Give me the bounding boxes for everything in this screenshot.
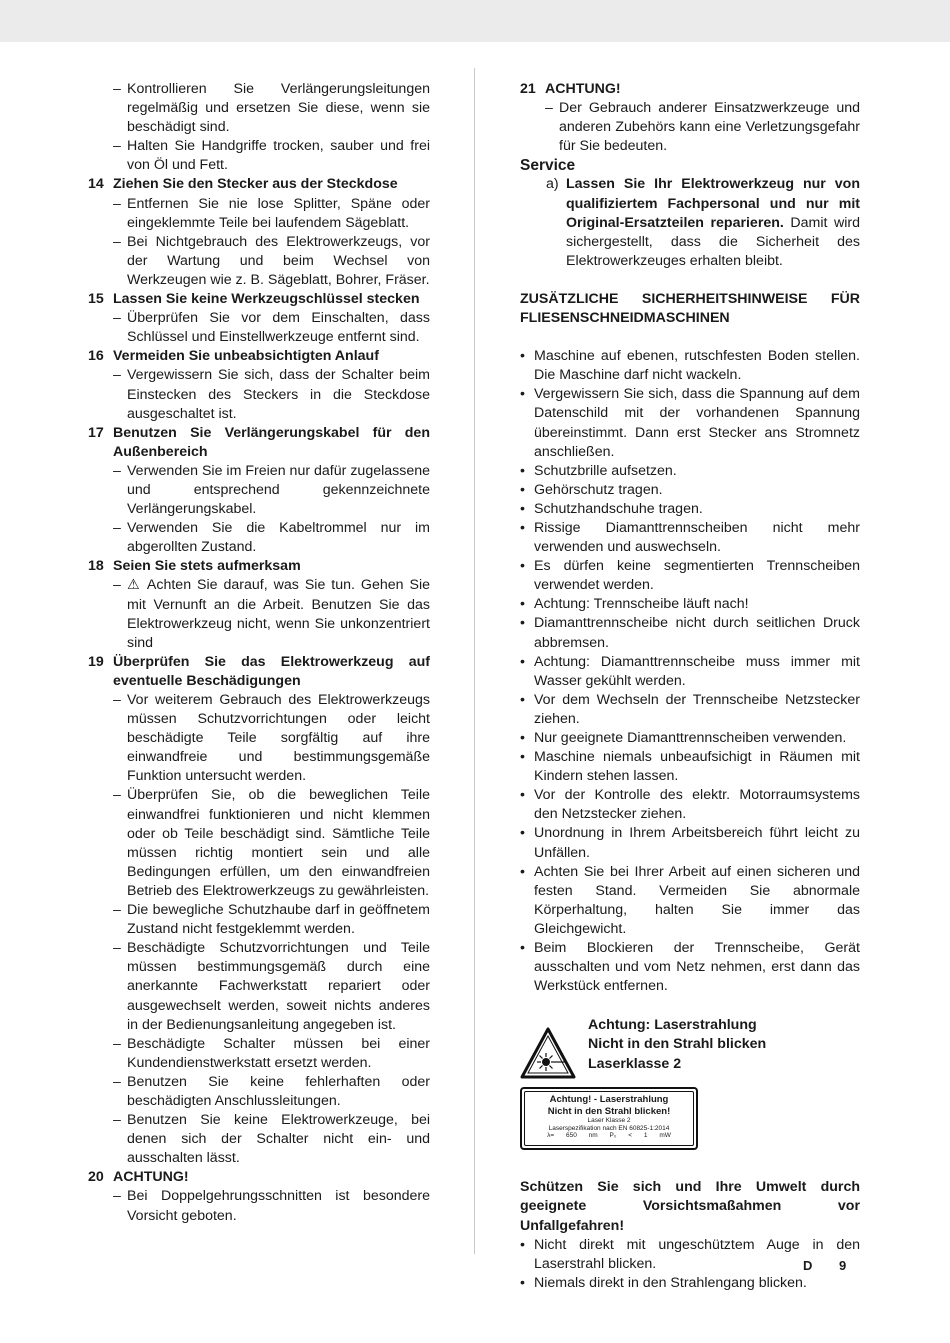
safety-item-18: 18 Seien Sie stets aufmerksam [88, 558, 301, 575]
service-item: a) Lassen Sie Ihr Elektrowerkzeug nur von qualifiziertem Fachpersonal und nur mit Original-Ersatzteilen reparieren. Damit wird sichergestellt, dass die Sicherheit des Elektrowerkzeuges erhalten bleibt. [546, 176, 860, 269]
safety-subitem: – Verwenden Sie im Freien nur dafür zugelassene und entsprechend gekennzeichnete Verlängerungskabel. [113, 462, 430, 518]
safety-subitem: – Benutzen Sie keine Elektrowerkzeuge, bei denen sich der Schalter nicht ein- und ausschalten lässt. [113, 1112, 430, 1167]
safety-item-19: 19 Überprüfen Sie das Elektrowerkzeug auf eventuelle Beschädigungen [88, 653, 430, 689]
safety-subitem: – Beschädigte Schutzvorrichtungen und Teile müssen bestimmungsgemäß durch eine anerkannte Fachwerkstatt repariert oder ausgewechselt werden, soweit nichts anderes in der Bedienungsanleitung angegeben ist. [113, 940, 430, 1033]
safety-bullet: • Nur geeignete Diamanttrennscheiben verwenden. [520, 730, 847, 746]
laser-warning-icon [520, 1027, 576, 1079]
safety-bullet: • Achten Sie bei Ihrer Arbeit auf einen sicheren und festen Stand. Vermeiden Sie abnormale Körperhaltung, halten Sie immer das Gleichgewicht. [520, 863, 860, 937]
page-number: 9 [839, 1258, 847, 1273]
safety-subitem: – Entfernen Sie nie lose Splitter, Späne oder eingeklemmte Teile bei laufendem Sägeblatt. [113, 195, 430, 231]
intro-subitem: – Kontrollieren Sie Verlängerungsleitungen regelmäßig und ersetzen Sie diese, wenn sie beschädigt sind. [113, 81, 430, 136]
safety-item-16: 16 Vermeiden Sie unbeabsichtigten Anlauf [88, 348, 379, 365]
safety-bullet: • Rissige Diamanttrennscheiben nicht mehr verwenden und auswechseln. [520, 519, 860, 556]
laser-label: Achtung! - Laserstrahlung Nicht in den Strahl blicken! Laser Klasse 2 Laserspezifikation nach EN 60825-1:2014 λ= 650 nm P₀ < 1 mW [520, 1087, 698, 1150]
laser-warning-text: Achtung: Laserstrahlung Nicht in den Strahl blicken Laserklasse 2 [588, 1017, 767, 1072]
safety-bullet: • Beim Blockieren der Trennscheibe, Gerät ausschalten und vom Netz nehmen, erst dann das Werkstück entfernen. [520, 940, 860, 995]
safety-bullet: • Gehörschutz tragen. [520, 481, 663, 498]
safety-subitem: – Benutzen Sie keine fehlerhaften oder beschädigten Anschlussleitungen. [113, 1073, 430, 1109]
safety-bullet: • Maschine auf ebenen, rutschfesten Boden stellen. Die Maschine darf nicht wackeln. [520, 348, 860, 384]
safety-subitem: – Überprüfen Sie, ob die beweglichen Teile einwandfrei funktionieren und nicht klemmen oder ob Teile beschädigt sind. Sämtliche Teile müssen richtig montiert sein und alle Bedingungen erfüllen, um den einwandfreien Betrieb des Elektrowerkzeugs zu gewährleisten. [113, 787, 430, 899]
safety-bullet-list [520, 347, 860, 996]
safety-bullet: • Vor der Kontrolle des elektr. Motorraumsystems den Netzstecker ziehen. [520, 787, 860, 823]
safety-bullet: • Vergewissern Sie sich, dass die Spannung auf dem Datenschild mit der vorhandenen Spannung übereinstimmt. Dann erst Stecker ans Stromnetz anschließen. [520, 386, 860, 460]
safety-bullet: • Diamanttrennscheibe nicht durch seitlichen Druck abbremsen. [520, 615, 860, 651]
protect-heading: Schützen Sie sich und Ihre Umwelt durch geeignete Vorsichtsmaßahmen vor Unfallgefahren! [520, 1179, 860, 1234]
safety-subitem: – Die bewegliche Schutzhaube darf in geöffnetem Zustand nicht festgeklemmt werden. [113, 902, 430, 938]
safety-subitem: – Beschädigte Schalter müssen bei einer Kundendienstwerkstatt ersetzt werden. [113, 1035, 430, 1071]
safety-subitem: – Der Gebrauch anderer Einsatzwerkzeuge und anderen Zubehörs kann eine Verletzungsgefahr für Sie bedeuten. [545, 100, 860, 155]
safety-bullet: • Schutzbrille aufsetzen. [520, 462, 677, 479]
protect-bullet: • Nicht direkt mit ungeschütztem Auge in den Laserstrahl blicken. [520, 1236, 860, 1272]
safety-subitem: – Vor weiterem Gebrauch des Elektrowerkzeugs müssen Schutzvorrichtungen oder leicht beschädigte Teile sorgfältig auf ihre einwandfreie und bestimmungsgemäße Funktion untersucht werden. [113, 692, 430, 785]
safety-subitem: – ⚠ Achten Sie darauf, was Sie tun. Gehen Sie mit Vernunft an die Arbeit. Benutzen Sie das Elektrowerkzeug nicht, wenn Sie unkonzentriert sind [113, 577, 430, 651]
safety-subitem: – Überprüfen Sie vor dem Einschalten, dass Schlüssel und Einstellwerkzeuge entfernt sind. [113, 310, 430, 346]
laser-warning [520, 1016, 860, 1079]
safety-bullet: • Es dürfen keine segmentierten Trennscheiben verwendet werden. [520, 558, 860, 594]
safety-bullet: • Achtung: Diamanttrennscheibe muss immer mit Wasser gekühlt werden. [520, 653, 860, 689]
safety-item-15: 15 Lassen Sie keine Werkzeugschlüssel stecken [88, 291, 420, 308]
safety-bullet: • Schutzhandschuhe tragen. [520, 500, 703, 517]
safety-subitem: – Verwenden Sie die Kabeltrommel nur im abgerollten Zustand. [113, 520, 430, 556]
top-bar [0, 0, 950, 42]
service-heading: Service [520, 157, 576, 175]
safety-subitem: – Bei Nichtgebrauch des Elektrowerkzeugs, vor der Wartung und beim Wechsel von Werkzeugen wie z. B. Sägeblatt, Bohrer, Fräser. [113, 233, 430, 288]
safety-item-20: 20 ACHTUNG! [88, 1169, 189, 1186]
protect-bullet: • Niemals direkt in den Strahlengang blicken. [520, 1274, 807, 1291]
safety-item-14: 14 Ziehen Sie den Stecker aus der Steckdose [88, 176, 398, 193]
extra-safety-heading: ZUSÄTZLICHE SICHERHEITSHINWEISE FÜR FLIESENSCHNEIDMASCHINEN [520, 290, 860, 327]
safety-bullet: • Achtung: Trennscheibe läuft nach! [520, 596, 749, 613]
safety-bullet: • Unordnung in Ihrem Arbeitsbereich führt leicht zu Unfällen. [520, 825, 860, 861]
safety-subitem: – Bei Doppelgehrungsschnitten ist besondere Vorsicht geboten. [113, 1188, 430, 1224]
intro-subitem: – Halten Sie Handgriffe trocken, sauber und frei von Öl und Fett. [113, 138, 430, 174]
safety-item-17: 17 Benutzen Sie Verlängerungskabel für den Außenbereich [88, 424, 430, 460]
safety-bullet: • Maschine niemals unbeaufsichigt in Räumen mit Kindern stehen lassen. [520, 749, 860, 785]
safety-item-21: 21 ACHTUNG! [520, 81, 621, 97]
language-code: D [803, 1258, 813, 1273]
safety-bullet: • Vor dem Wechseln der Trennscheibe Netzstecker ziehen. [520, 691, 860, 727]
right-column [520, 80, 860, 1293]
column-divider [474, 68, 475, 1254]
left-column [88, 80, 430, 1226]
safety-subitem: – Vergewissern Sie sich, dass der Schalter beim Einstecken des Steckers in die Steckdose ausgeschaltet ist. [113, 367, 430, 422]
